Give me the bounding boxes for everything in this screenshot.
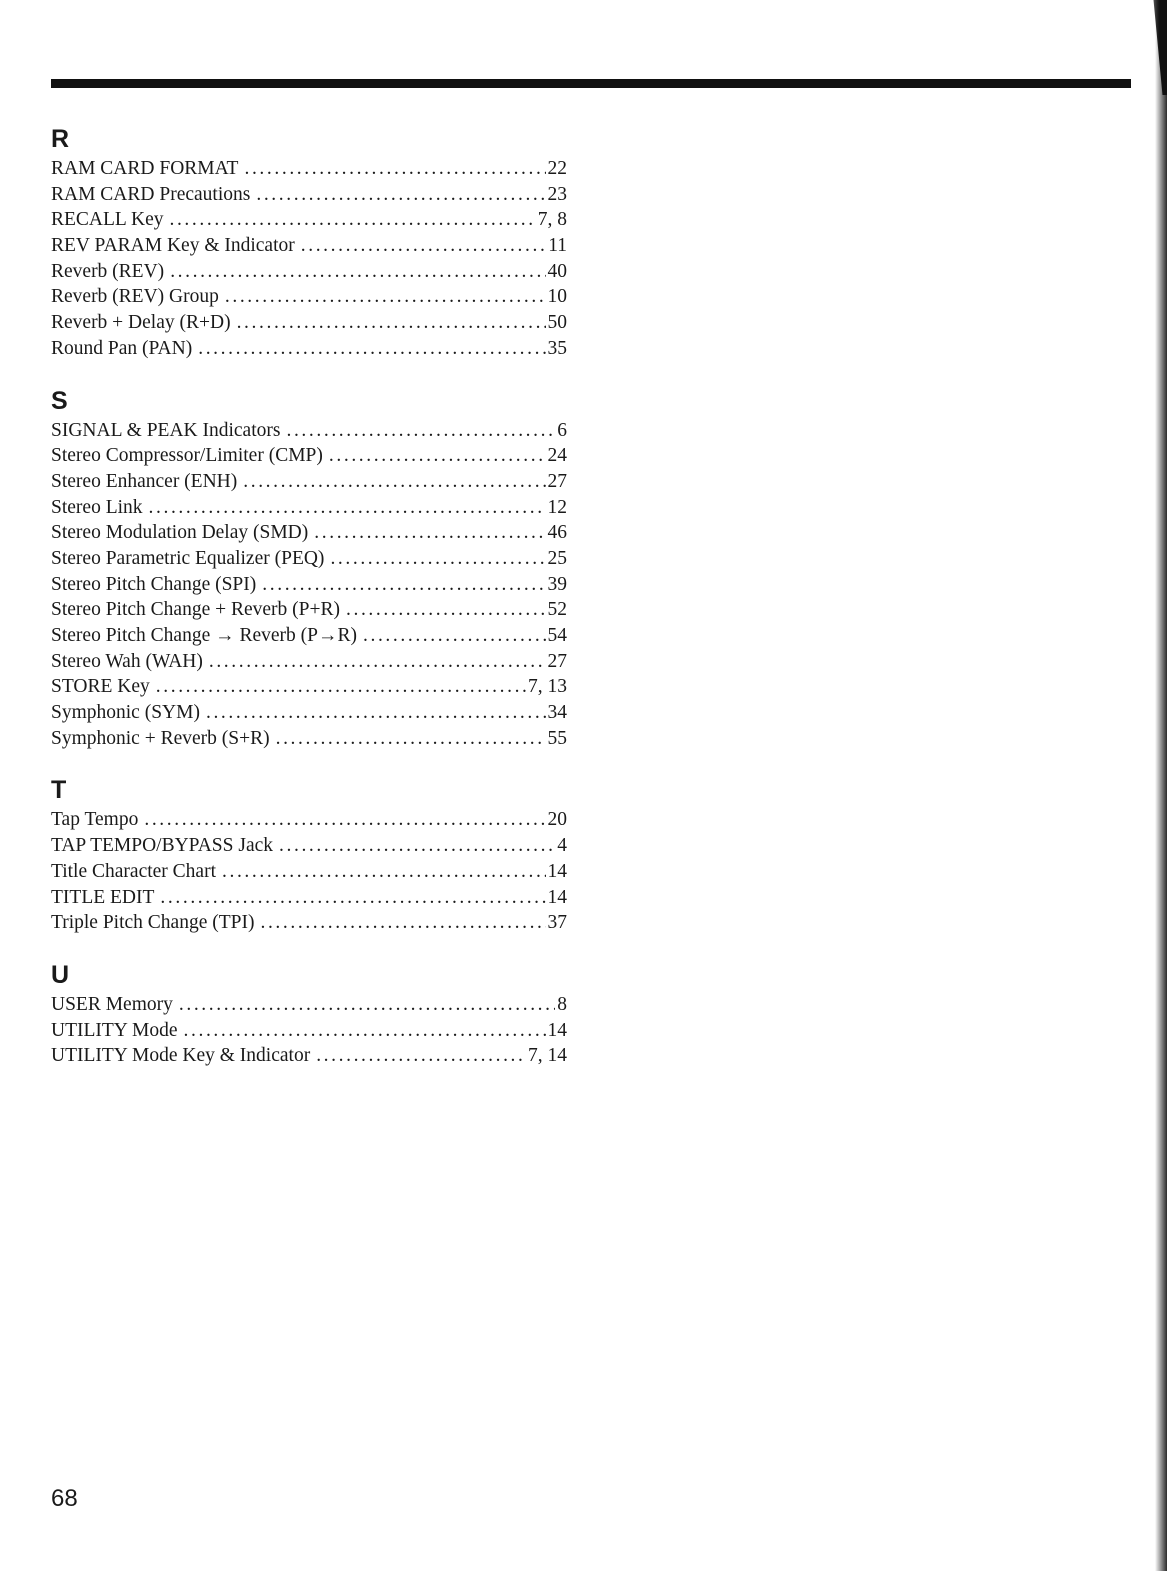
index-entry [51, 674, 567, 700]
index-page-ref: 35 [547, 337, 567, 359]
dot-leader [170, 259, 545, 285]
dot-leader [363, 623, 546, 649]
index-term: Stereo Pitch Change (SPI) [51, 573, 257, 595]
index-entry [51, 546, 567, 572]
index-page-ref: 24 [547, 445, 567, 467]
index-term: Symphonic + Reverb (S+R) [51, 727, 270, 749]
index-page-ref: 7, 14 [528, 1045, 567, 1067]
index-page-ref: 12 [547, 496, 567, 518]
index-term: Triple Pitch Change (TPI) [51, 912, 255, 934]
index-page-ref: 4 [557, 835, 567, 857]
index-term: Stereo Enhancer (ENH) [51, 470, 238, 492]
dot-leader [260, 910, 545, 936]
index-entry [51, 1043, 567, 1069]
dot-leader [276, 726, 546, 752]
index-entry [51, 859, 567, 885]
index-page-ref: 6 [557, 419, 567, 441]
index-entry [51, 572, 567, 598]
index-term: Stereo Pitch Change → Reverb (P→R) [51, 625, 357, 646]
dot-leader [160, 885, 545, 911]
index-term: Reverb + Delay (R+D) [51, 312, 231, 334]
index-term: SIGNAL & PEAK Indicators [51, 419, 281, 441]
page-number: 68 [51, 1485, 78, 1512]
index-entry [51, 156, 567, 182]
index-page-ref: 40 [547, 260, 567, 282]
index-page-ref: 25 [547, 547, 567, 569]
index-page-ref: 37 [547, 912, 567, 934]
dot-leader [262, 572, 545, 598]
index-term: REV PARAM Key & Indicator [51, 235, 295, 257]
index-page-ref: 14 [547, 886, 567, 908]
dot-leader [184, 1018, 546, 1044]
index-term: Symphonic (SYM) [51, 702, 200, 724]
dot-leader [225, 284, 546, 310]
dot-leader [209, 649, 546, 675]
index-entry [51, 469, 567, 495]
index-term: Reverb (REV) Group [51, 286, 219, 308]
dot-leader [169, 207, 535, 233]
index-page-ref: 27 [547, 650, 567, 672]
dot-leader [244, 156, 545, 182]
index-entry [51, 336, 567, 362]
dot-leader [346, 597, 546, 623]
dot-leader [222, 859, 546, 885]
dot-leader [286, 418, 555, 444]
index-term: TAP TEMPO/BYPASS Jack [51, 835, 274, 857]
index-page-ref: 22 [547, 158, 567, 179]
index-term: Stereo Parametric Equalizer (PEQ) [51, 547, 325, 569]
index-term: Tap Tempo [51, 809, 139, 831]
index-page-ref: 34 [547, 702, 567, 724]
index-term: UTILITY Mode [51, 1019, 178, 1041]
index-entry [51, 1018, 567, 1044]
index-page-ref: 14 [547, 1019, 567, 1041]
index-entry [51, 885, 567, 911]
index-entry [51, 807, 567, 833]
index-page-ref: 20 [547, 809, 567, 831]
index-entry [51, 233, 567, 259]
index-entry [51, 418, 567, 444]
index-entry [51, 910, 567, 936]
index-page-ref: 27 [547, 470, 567, 492]
index-page-ref: 50 [547, 312, 567, 334]
index-term: TITLE EDIT [51, 886, 155, 908]
dot-leader [237, 310, 546, 336]
index-page-ref: 52 [547, 599, 567, 621]
index-term: RAM CARD FORMAT [51, 158, 239, 179]
index-term: STORE Key [51, 676, 150, 698]
section-letter: U [51, 960, 70, 989]
dot-leader [144, 807, 545, 833]
index-page-ref: 39 [547, 573, 567, 595]
index-page-ref: 11 [548, 235, 567, 257]
index-page-ref: 23 [547, 183, 567, 205]
index-entry [51, 597, 567, 623]
index-page-ref: 8 [557, 993, 567, 1015]
index-page-ref: 54 [547, 625, 567, 646]
index-entry [51, 284, 567, 310]
dot-leader [316, 1043, 526, 1069]
dot-leader [279, 833, 555, 859]
index-term: USER Memory [51, 993, 173, 1015]
index-term: Stereo Compressor/Limiter (CMP) [51, 445, 323, 467]
index-list [51, 122, 567, 1091]
index-entry [51, 443, 567, 469]
index-entry [51, 182, 567, 208]
index-term: Stereo Modulation Delay (SMD) [51, 522, 309, 544]
index-term: RECALL Key [51, 209, 164, 231]
dot-leader [301, 233, 546, 259]
dot-leader [243, 469, 545, 495]
index-term: Round Pan (PAN) [51, 337, 193, 359]
header-rule [51, 79, 1131, 88]
section-letter: T [51, 776, 67, 805]
dot-leader [256, 182, 545, 208]
index-entry [51, 259, 567, 285]
dot-leader [329, 443, 546, 469]
index-entry [51, 726, 567, 752]
index-page-ref: 55 [547, 727, 567, 749]
index-entry [51, 310, 567, 336]
index-entry [51, 495, 567, 521]
section-letter: S [51, 386, 68, 415]
index-page-ref: 14 [547, 860, 567, 882]
index-term: Stereo Pitch Change + Reverb (P+R) [51, 599, 340, 621]
index-term: Stereo Wah (WAH) [51, 650, 203, 672]
dot-leader [206, 700, 546, 726]
index-entry [51, 520, 567, 546]
index-page-ref: 46 [547, 522, 567, 544]
index-entry [51, 207, 567, 233]
index-section-r [51, 122, 567, 362]
index-section-u [51, 958, 567, 1069]
index-page-ref: 10 [547, 286, 567, 308]
index-entry [51, 833, 567, 859]
section-letter: R [51, 125, 70, 153]
scan-edge-shadow [1155, 0, 1167, 1571]
index-section-t [51, 773, 567, 935]
index-entry [51, 992, 567, 1018]
index-term: UTILITY Mode Key & Indicator [51, 1045, 311, 1067]
index-entry [51, 623, 567, 649]
dot-leader [179, 992, 555, 1018]
index-page-ref: 7, 8 [537, 209, 567, 231]
index-page-ref: 7, 13 [528, 676, 567, 698]
dot-leader [198, 336, 545, 362]
index-entry [51, 649, 567, 675]
index-entry [51, 700, 567, 726]
index-term: Reverb (REV) [51, 260, 165, 282]
dot-leader [314, 520, 545, 546]
index-term: Title Character Chart [51, 860, 216, 882]
index-term: Stereo Link [51, 496, 143, 518]
dot-leader [149, 495, 546, 521]
dot-leader [330, 546, 545, 572]
index-term: RAM CARD Precautions [51, 183, 251, 205]
dot-leader [156, 674, 526, 700]
scan-edge-corner [1137, 0, 1167, 95]
index-section-s [51, 384, 567, 752]
